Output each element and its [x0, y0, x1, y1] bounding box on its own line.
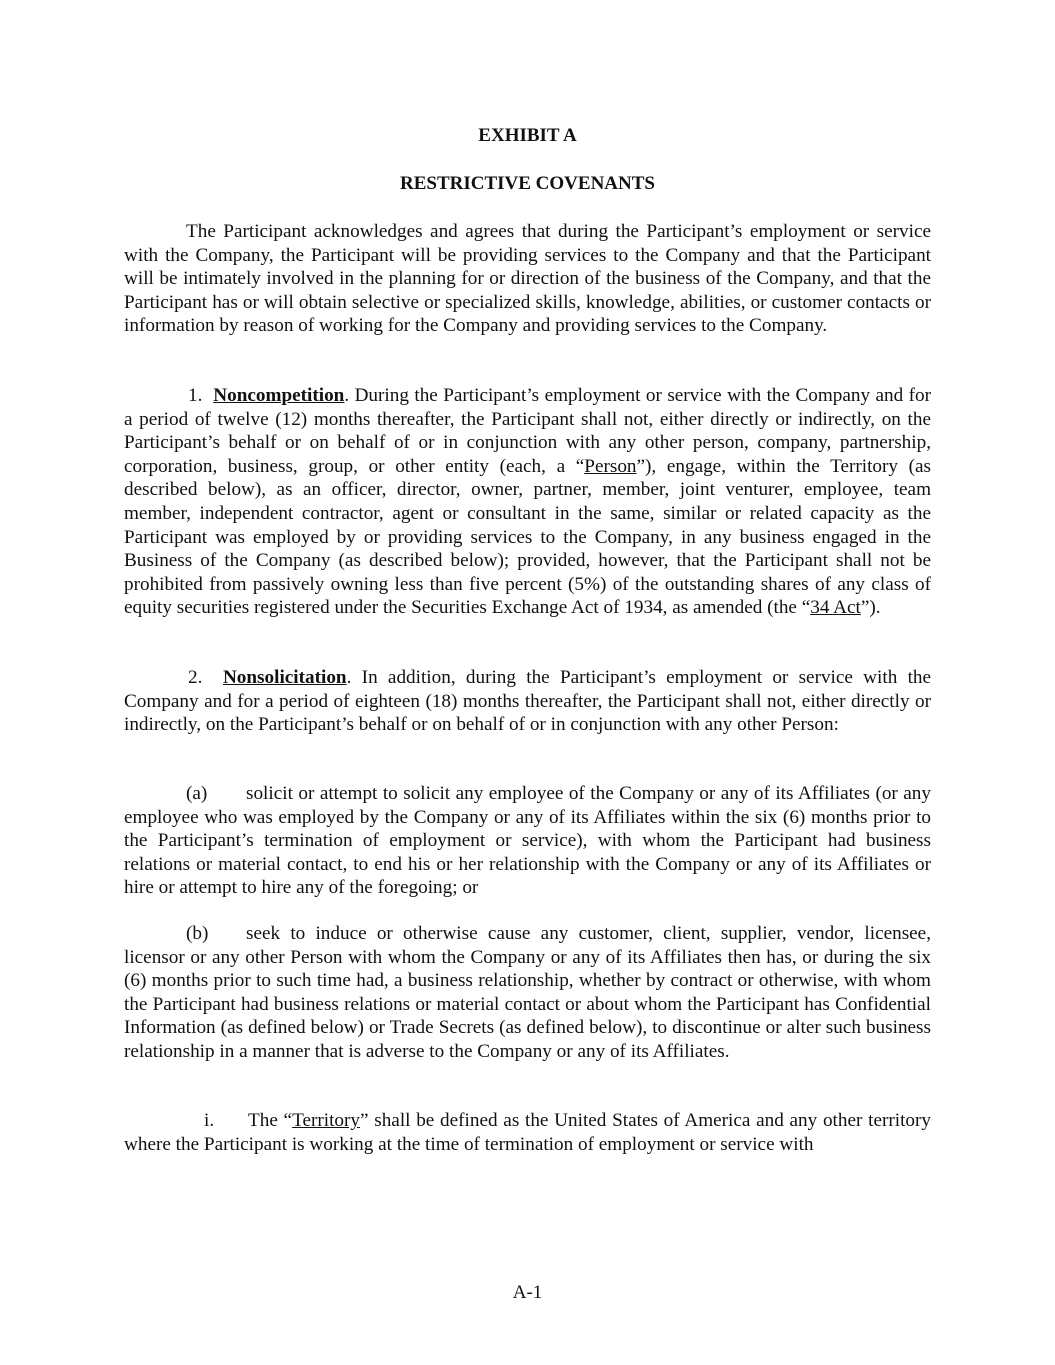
section-text: ”).	[860, 597, 881, 619]
subsection-a	[124, 782, 931, 900]
section-text: . In addition, during the Participant’s employment or service with the Company and for a period of eighteen (18) months thereafter, the Participant shall not, either directly or indirectly, on the Participant’s behalf or on behalf of or in conjunction with any other Person:	[124, 667, 932, 736]
subsection-label: (b)	[186, 923, 209, 944]
subsection-b	[124, 922, 931, 1064]
defined-term-34-act: 34 Act	[810, 597, 861, 619]
exhibit-title: EXHIBIT A	[478, 125, 577, 146]
subsection-label: (a)	[186, 783, 208, 804]
defined-term-person: Person	[584, 455, 637, 477]
section-number: 1.	[188, 385, 203, 406]
section-title: RESTRICTIVE COVENANTS	[400, 173, 655, 194]
section-heading-noncompetition: Noncompetition	[213, 385, 345, 406]
definition-text: The “	[248, 1110, 293, 1131]
definition-label: i.	[204, 1110, 215, 1131]
definition-territory	[124, 1109, 931, 1156]
section-text: ”), engage, within the Territory (as described below), as an officer, director, owner, partner, member, joint venturer, employee, team member, independent contractor, agent or consultant in the same, similar or related capacity as the Participant was employed by or providing services to the Company, in any business engaged in the Business of the Company (as described below); provided, however, that the Participant shall not be prohibited from passively owning less than five percent (5%) of the outstanding shares of any class of equity securities registered under the Securities Exchange Act of 1934, as amended (the “	[124, 455, 932, 619]
defined-term-territory: Territory	[292, 1110, 360, 1131]
intro-paragraph: The Participant acknowledges and agrees that during the Participant’s employment or service with the Company, the Participant will be providing services to the Company and that the Participant will be intimately involved in the planning for or direction of the business of the Company, and that the Participant has or will obtain selective or specialized skills, knowledge, abilities, or customer contacts or information by reason of working for the Company and providing services to the Company.	[124, 221, 931, 337]
definition-text: ” shall be defined as the United States of America and any other territory where the Participant is working at the time of termination of employment or service with	[124, 1110, 931, 1155]
section-heading-nonsolicitation: Nonsolicitation	[222, 667, 347, 688]
section-nonsolicitation	[124, 666, 931, 737]
subsection-text: seek to induce or otherwise cause any customer, client, supplier, vendor, licensee, licensor or any other Person with whom the Company or any of its Affiliates then has, or during the six (6) months prior to such time had, a business relationship, whether by contract or otherwise, with whom the Participant had business relations or material contact or about whom the Participant has Confidential Information (as defined below) or Trade Secrets (as defined below), to discontinue or alter such business relationship in a manner that is adverse to the Company or any of its Affiliates.	[124, 923, 931, 1062]
section-text: . During the Participant’s employment or service with the Company and for a period of twelve (12) months thereafter, the Participant shall not, either directly or indirectly, on the Participant’s behalf or on behalf of or in conjunction with any other person, company, partnership, corporation, business, group, or other entity (each, a “	[124, 385, 932, 477]
section-number: 2.	[188, 667, 203, 688]
subsection-text: solicit or attempt to solicit any employee of the Company or any of its Affiliates (or any employee who was employed by the Company or any of its Affiliates within the six (6) months prior to the Participant’s termination of employment or service), with whom the Participant had business relations or material contact, to end his or her relationship with the Company or any of its Affiliates or hire or attempt to hire any of the foregoing; or	[124, 783, 931, 899]
page-number: A-1	[512, 1282, 543, 1303]
section-noncompetition	[124, 384, 931, 620]
